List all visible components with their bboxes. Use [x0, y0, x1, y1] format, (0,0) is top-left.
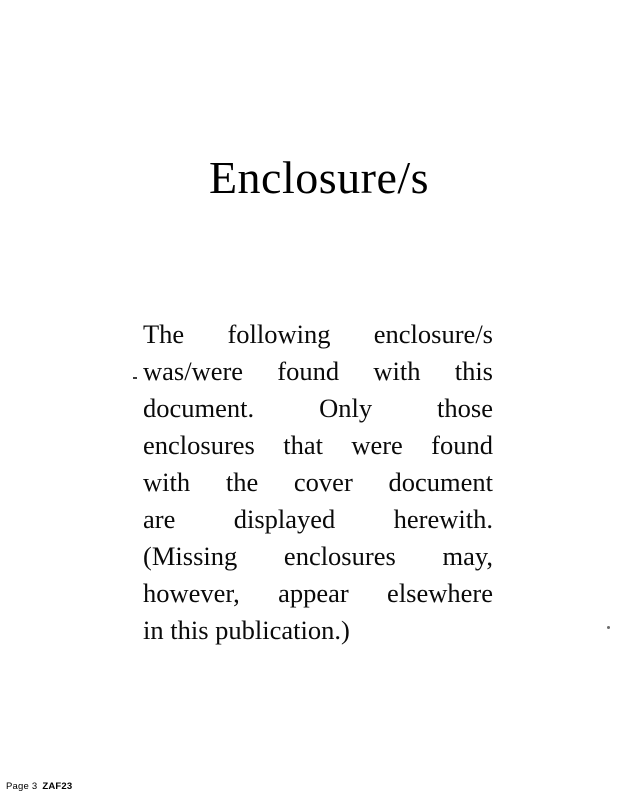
body-line: The following enclosure/s	[143, 319, 493, 349]
footer-identifier: ZAF23	[42, 781, 73, 792]
page-title: Enclosure/s	[208, 151, 430, 203]
body-line: in this publication.)	[143, 615, 350, 645]
scan-artifact-dot	[607, 626, 610, 629]
body-line: with the cover document	[143, 467, 493, 497]
page-footer	[6, 781, 72, 792]
scan-artifact-mark	[133, 377, 137, 379]
body-line: are displayed herewith.	[143, 504, 493, 534]
footer-page-number: Page 3	[6, 781, 38, 792]
body-text	[143, 316, 493, 649]
body-line: however, appear elsewhere	[143, 578, 493, 608]
body-line: document. Only those	[143, 393, 493, 423]
body-line: enclosures that were found	[143, 430, 493, 460]
body-paragraph	[143, 316, 493, 649]
body-line: (Missing enclosures may,	[143, 541, 493, 571]
body-line: was/were found with this	[143, 356, 493, 386]
